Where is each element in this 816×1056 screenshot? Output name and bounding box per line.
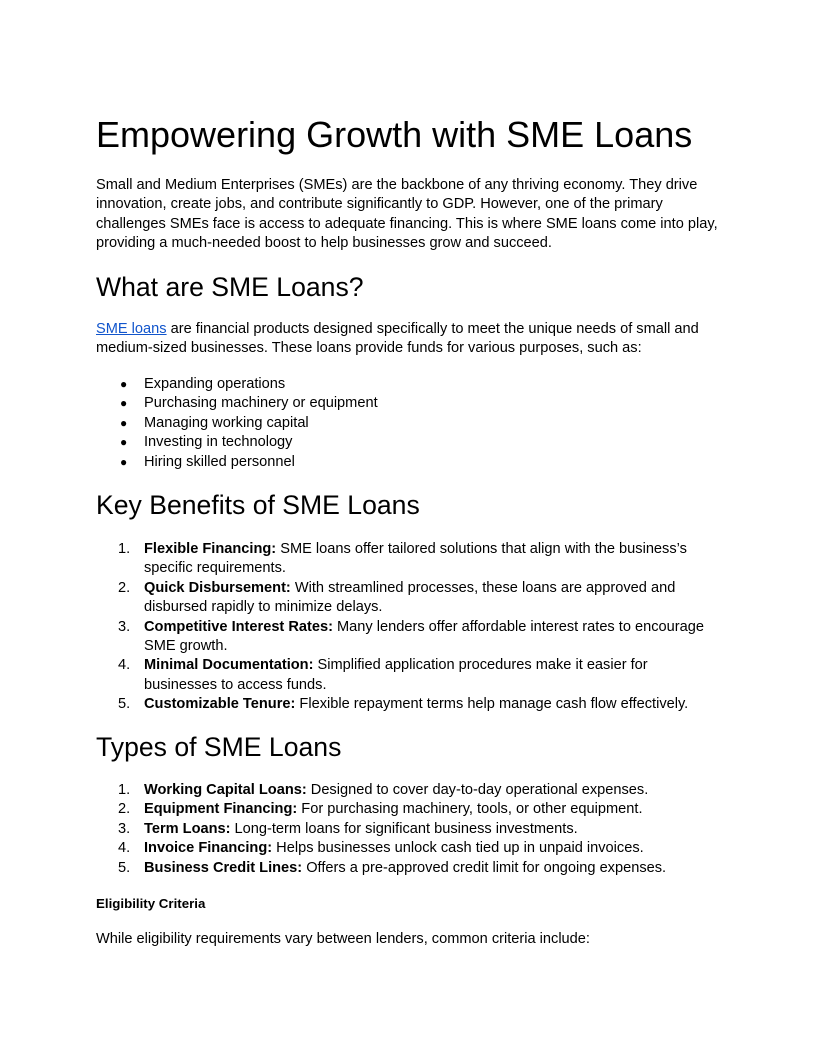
list-item-text: Flexible repayment terms help manage cash flow effectively.	[295, 696, 689, 713]
what-paragraph-text: are financial products designed specifically to meet the unique needs of small and medium-sized businesses. These loans provide funds for various purposes, such as:	[96, 321, 699, 357]
list-item	[96, 453, 378, 472]
list-number: 1.	[118, 782, 131, 798]
bullet-icon: ●	[120, 454, 128, 469]
list-item-term: Quick Disbursement:	[144, 579, 291, 596]
list-item	[96, 414, 378, 433]
list-item	[96, 540, 720, 579]
list-item	[96, 394, 378, 413]
list-item-term: Invoice Financing:	[144, 840, 273, 857]
eligibility-paragraph: While eligibility requirements vary between lenders, common criteria include:	[96, 931, 590, 947]
list-item-term: Term Loans:	[144, 820, 231, 837]
list-item-text: Hiring skilled personnel	[144, 453, 295, 470]
list-item-text: With streamlined processes, these loans are approved and disbursed rapidly to minimize delays.	[144, 579, 676, 616]
what-paragraph	[96, 320, 720, 359]
list-item-text: Long-term loans for significant business investments.	[230, 820, 578, 837]
list-number: 5.	[118, 696, 131, 713]
list-item	[96, 375, 378, 394]
list-item	[96, 859, 720, 878]
list-item	[96, 820, 720, 839]
sme-loans-link[interactable]: SME loans	[96, 321, 167, 337]
list-item-text: Offers a pre-approved credit limit for ongoing expenses.	[302, 859, 667, 876]
list-item-text: SME loans offer tailored solutions that align with the business’s specific requirements.	[144, 541, 687, 577]
types-numbered-list	[96, 781, 720, 878]
section-heading-what: What are SME Loans?	[96, 272, 364, 302]
section-heading-types: Types of SME Loans	[96, 732, 342, 762]
document-title: Empowering Growth with SME Loans	[96, 114, 693, 155]
list-item-term: Flexible Financing:	[144, 541, 277, 557]
list-item-text: Expanding operations	[144, 376, 286, 392]
list-item-text: For purchasing machinery, tools, or other equipment.	[297, 801, 643, 818]
list-number: 1.	[118, 541, 131, 557]
bullet-icon: ●	[120, 377, 128, 391]
list-item	[96, 800, 720, 819]
eligibility-heading: Eligibility Criteria	[96, 896, 206, 911]
list-item	[96, 656, 720, 695]
list-item-text: Designed to cover day-to-day operational expenses.	[306, 782, 649, 798]
section-heading-benefits: Key Benefits of SME Loans	[96, 490, 420, 520]
bullet-icon: ●	[120, 435, 128, 450]
list-item-term: Working Capital Loans:	[144, 782, 307, 798]
list-item	[96, 433, 378, 452]
list-item-text: Managing working capital	[144, 414, 309, 431]
list-item	[96, 618, 720, 657]
benefits-numbered-list	[96, 540, 720, 715]
list-item	[96, 695, 720, 714]
list-number: 5.	[118, 859, 131, 876]
list-number: 2.	[118, 579, 131, 596]
list-item	[96, 579, 720, 618]
list-item	[96, 781, 720, 800]
list-item-term: Competitive Interest Rates:	[144, 618, 333, 635]
list-number: 3.	[118, 618, 131, 635]
list-item-term: Business Credit Lines:	[144, 859, 303, 876]
list-item-text: Helps businesses unlock cash tied up in unpaid invoices.	[272, 840, 644, 857]
list-item	[96, 839, 720, 858]
list-item-term: Equipment Financing:	[144, 801, 298, 818]
bullet-icon: ●	[120, 396, 128, 411]
bullet-icon: ●	[120, 415, 128, 430]
intro-paragraph: Small and Medium Enterprises (SMEs) are the backbone of any thriving economy. They drive innovation, create jobs, and contribute significantly to GDP. However, one of the primary challenges SMEs face is access to adequate financing. This is where SME loans come into play, providing a much-needed boost to help businesses grow and succeed.	[96, 177, 718, 252]
list-item-term: Customizable Tenure:	[144, 696, 296, 713]
list-number: 4.	[118, 840, 131, 857]
list-number: 3.	[118, 820, 131, 837]
list-item-text: Simplified application procedures make it easier for businesses to access funds.	[144, 657, 648, 693]
list-number: 2.	[118, 801, 131, 818]
list-item-text: Many lenders offer affordable interest rates to encourage SME growth.	[144, 618, 704, 655]
list-number: 4.	[118, 657, 131, 674]
purpose-bullet-list	[96, 375, 378, 472]
list-item-text: Investing in technology	[144, 434, 293, 451]
list-item-term: Minimal Documentation:	[144, 657, 314, 674]
list-item-text: Purchasing machinery or equipment	[144, 395, 378, 412]
